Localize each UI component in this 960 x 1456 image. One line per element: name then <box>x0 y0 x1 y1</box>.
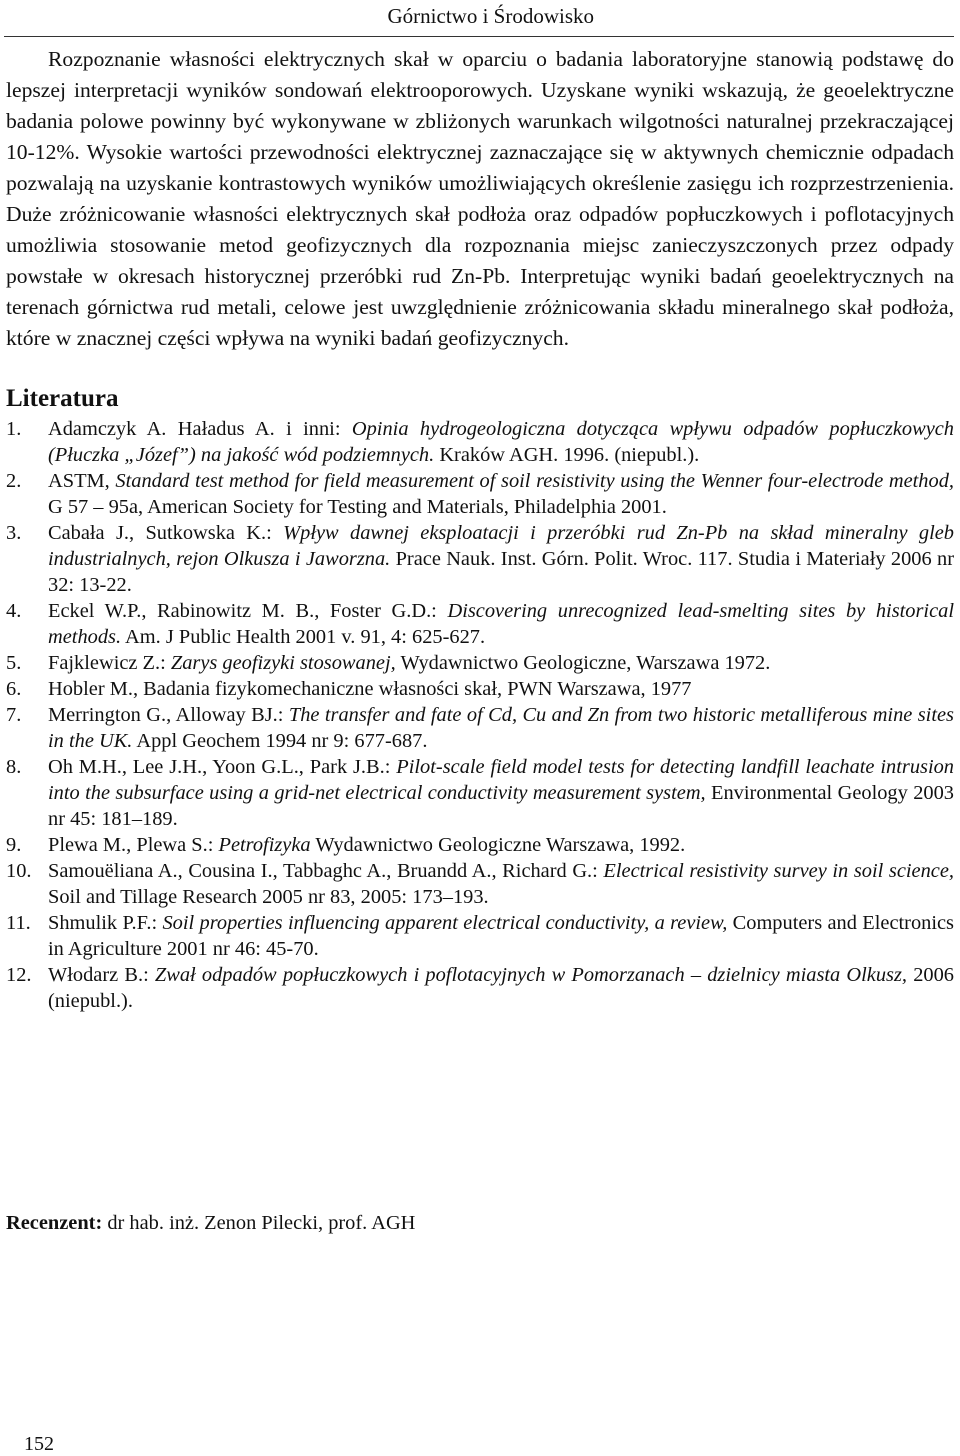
body-paragraph-text: Rozpoznanie własności elektrycznych skał w oparciu o badania laboratoryjne stanowią podstawę do lepszej interpretacji wyników sondowań elektrooporowych. Uzyskane wyniki wskazują, że geoelektryczne badania polowe powinny być wykonywane w zbliżonych warunkach wilgotności naturalnej przekraczającej 10-12%. Wysokie wartości przewodności elektrycznej zaznaczające się w aktywnych chemicznie odpadach pozwalają na uzyskanie kontrastowych wyników umożliwiających określenie zasięgu ich rozprzestrzenienia. Duże zróżnicowanie własności elektrycznych skał podłoża oraz odpadów popłuczkowych i poflotacyjnych umożliwia stosowanie metod geofizycznych dla rozpoznania miejsc zanieczyszczonych przez odpady powstałe w okresach historycznej przeróbki rud Zn-Pb. Interpretując wyniki badań geoelektrycznych na terenach górnictwa rud metali, celowe jest uwzględnienie zróżnicowania składu mineralnego skał podłoża, które w znacznej części wpływa na wyniki badań geofizycznych. <box>6 47 954 350</box>
reviewer-text: dr hab. inż. Zenon Pilecki, prof. AGH <box>102 1212 416 1234</box>
reviewer-line <box>6 1212 415 1235</box>
page-number: 152 <box>24 1433 54 1455</box>
body-paragraph <box>6 44 954 354</box>
reference-item: 11. Shmulik P.F.: Soil properties influencing apparent electrical conductivity, a review, Computers and Electronics in Agriculture 2001 nr 46: 45-70. <box>6 912 954 960</box>
reference-item: 2. ASTM, Standard test method for field measurement of soil resistivity using the Wenner four-electrode method, G 57 – 95a, American Society for Testing and Materials, Philadelphia 2001. <box>6 470 954 518</box>
reference-item: 6. Hobler M., Badania fizykomechaniczne własności skał, PWN Warszawa, 1977 <box>6 678 692 700</box>
reference-item: 1. Adamczyk A. Haładus A. i inni: Opinia hydrogeologiczna dotycząca wpływu odpadów popłuczkowych (Płuczka „Józef”) na jakość wód podziemnych. Kraków AGH. 1996. (niepubl.). <box>6 418 954 466</box>
reference-item: 5. Fajklewicz Z.: Zarys geofizyki stosowanej, Wydawnictwo Geologiczne, Warszawa 1972. <box>6 652 771 674</box>
literature-heading: Literatura <box>6 385 119 412</box>
reference-item: 12. Włodarz B.: Zwał odpadów popłuczkowych i poflotacyjnych w Pomorzanach – dzielnicy miasta Olkusz, 2006 (niepubl.). <box>6 964 954 1012</box>
running-head: Górnictwo i Środowisko <box>387 4 594 28</box>
reference-list <box>6 416 954 1014</box>
reference-item: 10. Samouëliana A., Cousina I., Tabbaghc A., Bruandd A., Richard G.: Electrical resistivity survey in soil science, Soil and Tillage Research 2005 nr 83, 2005: 173–193. <box>6 860 954 908</box>
reference-item: 8. Oh M.H., Lee J.H., Yoon G.L., Park J.B.: Pilot-scale field model tests for detecting landfill leachate intrusion into the subsurface using a grid-net electrical conductivity measurement system, Environmental Geology 2003 nr 45: 181–189. <box>6 756 954 830</box>
reference-item: 3. Cabała J., Sutkowska K.: Wpływ dawnej eksploatacji i przeróbki rud Zn-Pb na skład mineralny gleb industrialnych, rejon Olkusza i Jaworzna. Prace Nauk. Inst. Górn. Polit. Wroc. 117. Studia i Materiały 2006 nr 32: 13-22. <box>6 522 954 596</box>
reference-item: 4. Eckel W.P., Rabinowitz M. B., Foster G.D.: Discovering unrecognized lead-smelting sites by historical methods. Am. J Public Health 2001 v. 91, 4: 625-627. <box>6 600 954 648</box>
reference-item: 9. Plewa M., Plewa S.: Petrofizyka Wydawnictwo Geologiczne Warszawa, 1992. <box>6 834 686 856</box>
header-rule <box>4 36 954 37</box>
page-content <box>6 44 954 1014</box>
reference-item: 7. Merrington G., Alloway BJ.: The transfer and fate of Cd, Cu and Zn from two historic metalliferous mine sites in the UK. Appl Geochem 1994 nr 9: 677-687. <box>6 704 954 752</box>
reviewer-label: Recenzent: <box>6 1212 103 1234</box>
